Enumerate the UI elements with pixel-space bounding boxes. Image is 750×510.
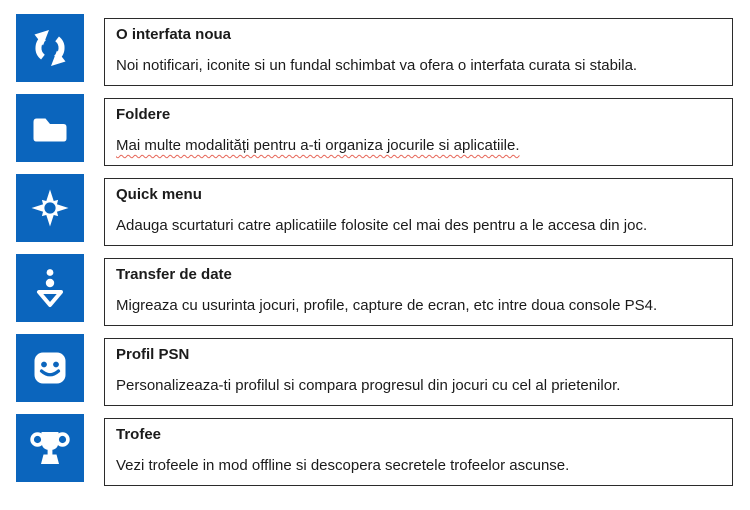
feature-box	[104, 18, 733, 86]
feature-description: Noi notificari, iconite si un fundal schimbat va ofera o interfata curata si stabila.	[116, 57, 638, 74]
refresh-icon	[16, 14, 84, 82]
folder-icon	[16, 94, 84, 162]
feature-description: Migreaza cu usurinta jocuri, profile, capture de ecran, etc intre doua console PS4.	[116, 297, 658, 314]
feature-box	[104, 178, 733, 246]
feature-row	[16, 414, 750, 486]
feature-title: Transfer de date	[116, 266, 232, 283]
trophy-icon	[16, 414, 84, 482]
feature-title: Trofee	[116, 426, 162, 443]
feature-box	[104, 338, 733, 406]
psn-profile-smiley-icon	[16, 334, 84, 402]
feature-title: Profil PSN	[116, 346, 190, 363]
quick-menu-star-icon	[16, 174, 84, 242]
feature-box	[104, 418, 733, 486]
feature-description: Vezi trofeele in mod offline si descopera secretele trofeelor ascunse.	[116, 457, 570, 474]
feature-box	[104, 258, 733, 326]
feature-description: Mai multe modalități pentru a-ti organiza jocurile si aplicatiile.	[116, 137, 520, 154]
feature-title: O interfata noua	[116, 26, 232, 43]
feature-row	[16, 94, 750, 166]
feature-row	[16, 254, 750, 326]
feature-title: Foldere	[116, 106, 171, 123]
feature-row	[16, 14, 750, 86]
feature-description: Personalizeaza-ti profilul si compara progresul din jocuri cu cel al prietenilor.	[116, 377, 621, 394]
feature-row	[16, 174, 750, 246]
feature-box	[104, 98, 733, 166]
data-transfer-icon	[16, 254, 84, 322]
feature-row	[16, 334, 750, 406]
feature-description: Adauga scurtaturi catre aplicatiile folosite cel mai des pentru a le accesa din joc.	[116, 217, 648, 234]
feature-title: Quick menu	[116, 186, 202, 203]
